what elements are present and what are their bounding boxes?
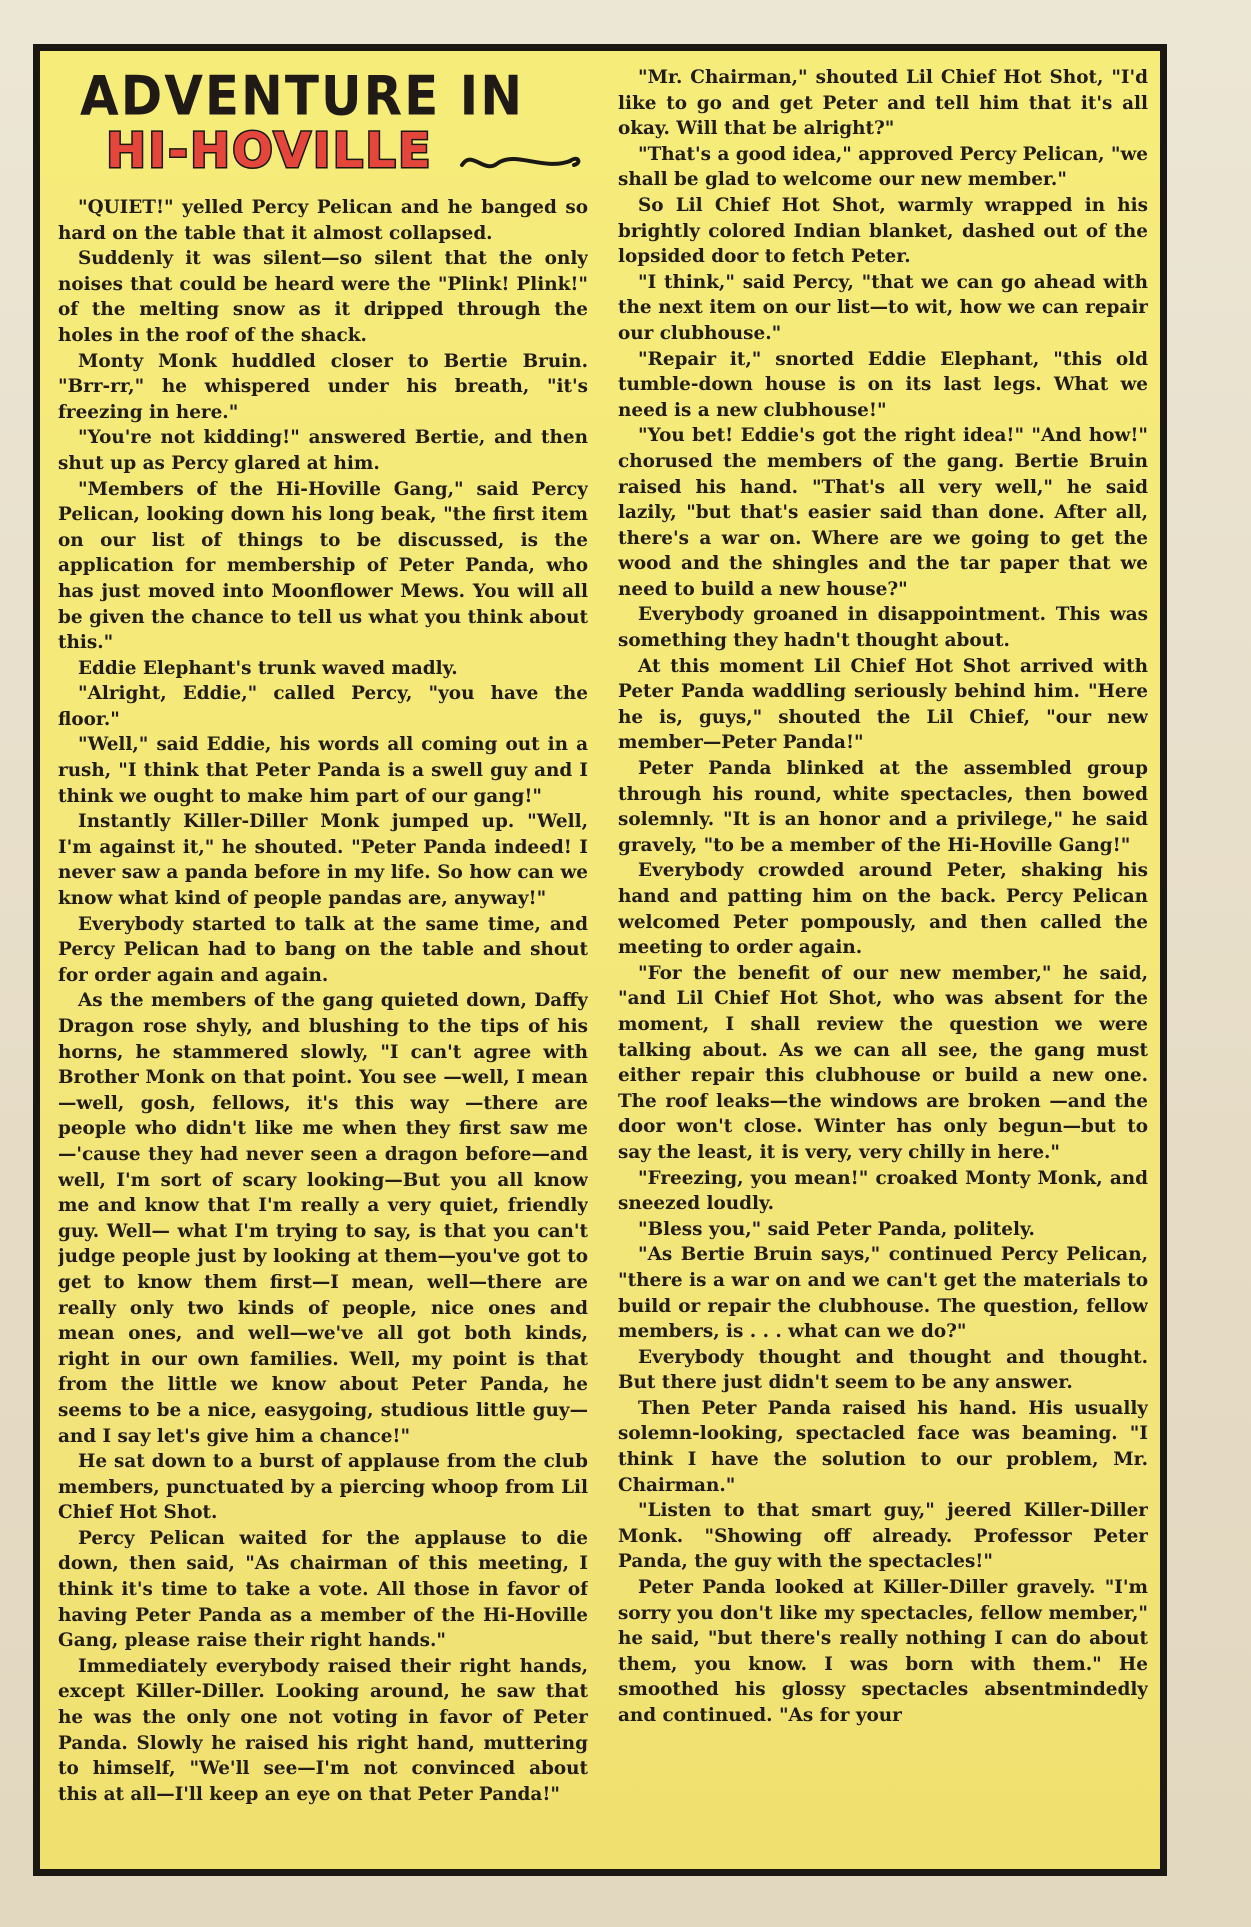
- paragraph: Suddenly it was silent—so silent that the only noises that could be heard were the "Plink! Plink!" of the melting snow as it dripped through the holes in the roof of the shack.: [58, 248, 588, 346]
- paragraph: Eddie Elephant's trunk waved madly.: [78, 657, 458, 679]
- paragraph: Immediately everybody raised their right hands, except Killer-Diller. Looking around, he saw that he was the only one not voting in favor of Peter Panda. Slowly he raised his right hand, muttering to himself, "We'll see—I'm not convinced about this at all—I'll keep an eye on that Peter Panda!": [58, 1655, 588, 1805]
- left-paragraphs: [58, 195, 588, 1807]
- paragraph: At this moment Lil Chief Hot Shot arrived with Peter Panda waddling seriously behind him. "Here he is, guys," shouted the Lil Chief, "our new member—Peter Panda!": [618, 655, 1148, 754]
- title-squiggle-icon: [458, 141, 586, 181]
- paragraph: Peter Panda looked at Killer-Diller gravely. "I'm sorry you don't like my spectacles, fellow member," he said, "but there's really nothing I can do about them, you know. I was born with them." He smoothed his glossy spectacles absentmindedly and continued. "As for your: [618, 1577, 1148, 1726]
- paragraph: Everybody started to talk at the same time, and Percy Pelican had to bang on the table and shout for order again and again.: [58, 913, 588, 986]
- paragraph: "As Bertie Bruin says," continued Percy Pelican, "there is a war on and we can't get the materials to build or repair the clubhouse. The question, fellow members, is . . . what can we do?": [618, 1244, 1148, 1343]
- paragraph: Instantly Killer-Diller Monk jumped up. "Well, I'm against it," he shouted. "Peter Panda indeed! I never saw a panda before in my life. So how can we know what kind of people pandas are, anyway!": [58, 811, 588, 910]
- title-line-2-wrap: [106, 125, 588, 187]
- paragraph: Peter Panda blinked at the assembled group through his round, white spectacles, then bowed solemnly. "It is an honor and a privilege," he said gravely, "to be a member of the Hi-Hoville Gang!": [618, 758, 1148, 856]
- right-paragraphs: [618, 65, 1148, 1729]
- paragraph: As the members of the gang quieted down, Daffy Dragon rose shyly, and blushing to the tips of his horns, he stammered slowly, "I can't agree with Brother Monk on that point. You see —well, I mean—well, gosh, fellows, it's this way —there are people who didn't like me when they first saw me—'cause they had never seen a dragon before—and well, I'm sort of scary looking—But you all know me and know that I'm really a very quiet, friendly guy. Well— what I'm trying to say, is that you can't judge people just by looking at them—you've got to get to know them first—I mean, well—there are really only two kinds of people, nice ones and mean ones, and well—we've all got both kinds, right in our own families. Well, my point is that from the little we know about Peter Panda, he seems to be a nice, easygoing, studious little guy—and I say let's give him a chance!": [58, 990, 588, 1447]
- paragraph: "Well," said Eddie, his words all coming out in a rush, "I think that Peter Panda is a swell guy and I think we ought to make him part of our gang!": [58, 734, 588, 807]
- paragraph: Monty Monk huddled closer to Bertie Bruin. "Brr-rr," he whispered under his breath, "it's freezing in here.": [58, 350, 588, 423]
- paragraph: "That's a good idea," approved Percy Pelican, "we shall be glad to welcome our new member.": [618, 143, 1148, 191]
- paragraph: "QUIET!" yelled Percy Pelican and he banged so hard on the table that it almost collapsed.: [58, 197, 588, 244]
- paragraph: "I think," said Percy, "that we can go ahead with the next item on our list—to wit, how we can repair our clubhouse.": [618, 271, 1148, 344]
- story-panel: [33, 44, 1167, 1876]
- paragraph: Percy Pelican waited for the applause to die down, then said, "As chairman of this meeting, I think it's time to take a vote. All those in favor of having Peter Panda as a member of the Hi-Hoville Gang, please raise their right hands.": [58, 1527, 588, 1652]
- paragraph: So Lil Chief Hot Shot, warmly wrapped in his brightly colored Indian blanket, dashed out of the lopsided door to fetch Peter.: [618, 194, 1148, 268]
- paragraph: He sat down to a burst of applause from the club members, punctuated by a piercing whoop from Lil Chief Hot Shot.: [58, 1451, 588, 1524]
- paragraph: "Mr. Chairman," shouted Lil Chief Hot Shot, "I'd like to go and get Peter and tell him that it's all okay. Will that be alright?": [618, 67, 1148, 140]
- paragraph: "Freezing, you mean!" croaked Monty Monk, and sneezed loudly.: [618, 1167, 1148, 1215]
- left-column: [58, 65, 588, 1855]
- paragraph: Everybody crowded around Peter, shaking his hand and patting him on the back. Percy Pelican welcomed Peter pompously, and then called the meeting to order again.: [618, 860, 1148, 959]
- paragraph: "Repair it," snorted Eddie Elephant, "this old tumble-down house is on its last legs. What we need is a new clubhouse!": [618, 348, 1148, 421]
- paragraph: Everybody groaned in disappointment. This was something they hadn't thought about.: [618, 604, 1148, 652]
- paragraph: Then Peter Panda raised his hand. His usually solemn-looking, spectacled face was beaming. "I think I have the solution to our problem, Mr. Chairman.": [618, 1397, 1148, 1496]
- right-column: [618, 65, 1148, 1855]
- paragraph: "You bet! Eddie's got the right idea!" "And how!" chorused the members of the gang. Bertie Bruin raised his hand. "That's all very well," he said lazily, "but that's easier said than done. After all, there's a war on. Where are we going to get the wood and the shingles and the tar paper that we need to build a new house?": [618, 425, 1148, 600]
- paragraph: "Alright, Eddie," called Percy, "you have the floor.": [58, 683, 588, 730]
- title-line-1: ADVENTURE IN: [80, 65, 525, 128]
- paragraph: "Members of the Hi-Hoville Gang," said Percy Pelican, looking down his long beak, "the first item on our list of things to be discussed, is the application for membership of Peter Panda, who has just moved into Moonflower Mews. You will all be given the chance to tell us what you think about this.": [58, 478, 588, 654]
- paragraph: "Listen to that smart guy," jeered Killer-Diller Monk. "Showing off already. Professor Peter Panda, the guy with the spectacles!": [618, 1500, 1148, 1573]
- paragraph: "You're not kidding!" answered Bertie, and then shut up as Percy glared at him.: [58, 427, 588, 474]
- paragraph: "Bless you," said Peter Panda, politely.: [638, 1218, 1035, 1240]
- paragraph: Everybody thought and thought and thought. But there just didn't seem to be any answer.: [618, 1346, 1148, 1394]
- title-line-2: HI-HOVILLE: [106, 123, 433, 179]
- paragraph: "For the benefit of our new member," he said, "and Lil Chief Hot Shot, who was absent for the moment, I shall review the question we were talking about. As we can all see, the gang must either repair this clubhouse or build a new one. The roof leaks—the windows are broken —and the door won't close. Winter has only begun—but to say the least, it is very, very chilly in here.": [618, 962, 1148, 1163]
